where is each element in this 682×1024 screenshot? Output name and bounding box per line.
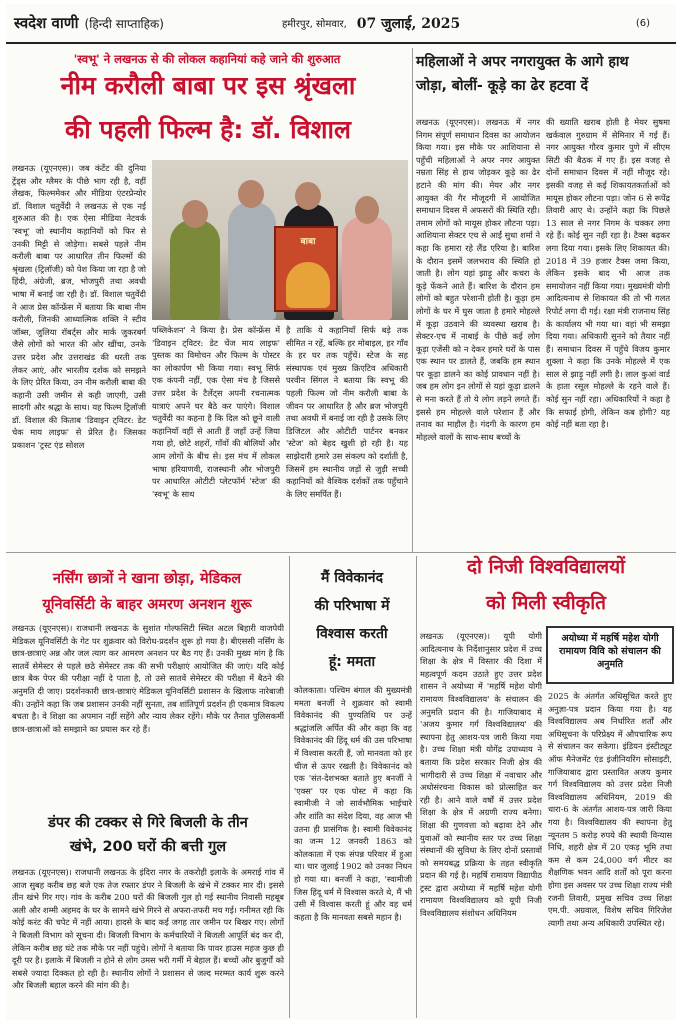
press-conference-photo: [152, 160, 408, 320]
newspaper-page: [6, 4, 676, 1020]
story1-title-line1: नीम करौली बाबा पर इस श्रृंखला: [60, 71, 356, 100]
story1-column3: है ताकि ये कहानियाँ सिर्फ बड़े तक सीमित न रहें, बल्कि हर मोबाइल, हर गाँव के हर घर तक पहुँचें। स्टेज के सह संस्थापक एवं मुख्य क्रिएटिव अधिकारी परवीन सिंगल ने बताया कि स्वभू की पहली फिल्म जो नीम करौली बाबा के जीवन पर आधारित है और ब्रज भोजपुरी तथा अवधी में बनाई जा रही है उसके लिए डिजिटल और ओटीटी पार्टनर बनकर 'स्टेज' को बेहद खुशी हो रही है। यह साझेदारी हमारे उस संकल्प को दर्शाती है, जिसमें हम स्थानीय जड़ों से जुड़ी सच्ची कहानियों को वैश्विक दर्शकों तक पहुँचाने के लिए समर्पित हैं।: [286, 325, 408, 499]
story6-highlight-box: [546, 626, 674, 684]
film-poster: [274, 226, 338, 312]
page-number: (6): [635, 17, 650, 29]
story3-title-line1: नर्सिंग छात्रों ने खाना छोड़ा, मेडिकल: [52, 571, 242, 587]
story5-body: कोलकाता। पश्चिम बंगाल की मुख्यमंत्री ममता बनर्जी ने शुक्रवार को स्वामी विवेकानंद की पुण्यतिथि पर उन्हें श्रद्धांजलि अर्पित की और कहा कि वह विवेकानंद की हिंदू धर्म की उस परिभाषा में विश्वास करती हैं, जो मानवता को हर चीज से ऊपर रखती है। विवेकानंद को एक 'संत-देशभक्त बताते हुए बनर्जी ने 'एक्स' पर एक पोस्ट में कहा कि स्वामीजी ने जो सार्वभौमिक भाईचारे और शांति का संदेश दिया, वह आज भी उतना ही प्रासंगिक है। स्वामी विवेकानंद का जन्म 12 जनवरी 1863 को कोलकाता में एक संपन्न परिवार में हुआ था। चार जुलाई 1902 को उनका निधन हो गया था। बनर्जी ने कहा, 'स्वामीजी जिस हिंदू धर्म में विश्वास करते थे, मैं भी उसी में विश्वास करती हूं और वह धर्म कहता है कि मानवता सबसे महान है।: [294, 685, 412, 922]
story1-column1: लखनऊ (यूएनएस)। जब कंटेंट की दुनिया ट्रेंड्स और ग्लैमर के पीछे भाग रही है, वहीं लेखक, फिल्ममेकर और मीडिया एंटरप्रेन्योर डॉ. विशाल चतुर्वेदी ने लखनऊ से एक नई शुरुआत की है। एक ऐसा मीडिया नेटवर्क 'स्वभू' जो स्थानीय कहानियों को फिर से उनकी मिट्टी से जोड़ेगा। सबसे पहले नीम करौली बाबा पर आधारित तीन फिल्मों की श्रृंखला (ट्रिलॉजी) को पेश किया जा रहा है जो हिंदी, अंग्रेजी, ब्रज, भोजपुरी तथा अवधी भाषा में बनाई जा रही है। डॉ. विशाल चतुर्वेदी ने आज प्रेस कॉन्फ्रेंस में बताया कि बाबा नीम करौली, जिनकी आध्यात्मिक शक्ति ने स्टीव जॉब्स, जुलिया रॉबर्ट्स और मार्क जुकरबर्ग जैसे लोगों को भारत की ओर खींचा, उनके उत्तर प्रदेश और उत्तराखंड की धरती तक लेकर आएं, और भारतीय दर्शक को समझने के लिए प्रेरित किया, उन नीम करौली बाबा की कहानी उसी जमीन से कही जाएगी, उसी सादगी और श्रद्धा के साथ। यह फिल्म ट्रिलॉजी डॉ. विशाल की किताब 'डिवाइन ट्विटर: डेट चेक माय लाइफ' से प्रेरित है। जिसका प्रकाशन 'ट्रस्ट एंड सोशल: [12, 163, 146, 451]
story5-title-line4: हूं: ममता: [328, 654, 376, 670]
story3-body: लखनऊ (यूएनएस)। राजधानी लखनऊ के सुशांत गोल्फसिटी स्थित अटल बिहारी वाजपेयी मेडिकल यूनिवर्सिटी के गेट पर शुक्रवार को विरोध-प्रदर्शन शुरू हो गया है। बीएससी नर्सिंग के छात्र-छात्राएं अन्न और जल त्याग कर आमरण अनशन पर बैठ गए हैं। उनकी मुख्य मांग है कि सातवें सेमेस्टर से पहले छठे सेमेस्टर तक की सभी परीक्षाएं आयोजित की जाएं। यदि कोई छात्र बैक पेपर की परीक्षा नहीं दे पाता है, तो उसे सातवें सेमेस्टर की परीक्षा में बैठने की अनुमति दी जाए। प्रदर्शनकारी छात्र-छात्राएं मेडिकल यूनिवर्सिटी प्रशासन के खिलाफ नारेबाजी की। उन्होंने कहा कि जब प्रशासन उनकी नहीं सुनता, तब शांतिपूर्ण प्रदर्शन ही एकमात्र विकल्प बचता है। वे शिक्षा का अपमान नहीं सहेंगे और न्याय लेकर रहेंगे। मौके पर तैनात पुलिसकर्मी छात्र-छात्राओं को समझाने का प्रयास कर रहे हैं।: [12, 623, 284, 734]
story6-title-line2: को मिली स्वीकृति: [485, 592, 607, 614]
story1-title-line2: की पहली फिल्म है: डॉ. विशाल: [65, 115, 351, 144]
story4-title-line1: डंपर की टक्कर से गिरे बिजली के तीन: [48, 815, 248, 831]
story5-title-line3: विश्वास करती: [316, 626, 388, 642]
story4-title-line2: खंभे, 200 घरों की बत्ती गुल: [69, 839, 227, 855]
masthead: [6, 4, 676, 44]
story5-title-line1: मैं विवेकानंद: [320, 570, 384, 586]
story6-column1: लखनऊ (यूएनएस)। यूपी योगी आदित्यनाथ के निर्देशानुसार प्रदेश में उच्च शिक्षा के क्षेत्र में विस्तार की दिशा में महत्वपूर्ण कदम उठाते हुए उत्तर प्रदेश शासन ने अयोध्या में 'महर्षि महेश योगी रामायण विश्वविद्यालय' के संचालन की अनुमति प्रदान की है। गाजियाबाद में 'अजय कुमार गर्ग विश्वविद्यालय' की स्थापना हेतु आशय-पत्र जारी किया गया है। उच्च शिक्षा मंत्री योगेंद्र उपाध्याय ने बताया कि प्रदेश सरकार निजी क्षेत्र की भागीदारी से उच्च शिक्षा में नवाचार और अधोसंरचना विकास को प्रोत्साहित कर रही है। आने वाले वर्षों में उत्तर प्रदेश शिक्षा के क्षेत्र में अग्रणी राज्य बनेगा। शिक्षा की गुणवत्ता को बढ़ावा देने और युवाओं को स्थानीय स्तर पर उच्च शिक्षा संस्थानों की सुविधा के लिए दोनों प्रस्तावों को समयबद्ध प्रक्रिया के तहत स्वीकृति प्रदान की गई है। महर्षि रामायण विद्यापीठ ट्रस्ट द्वारा अयोध्या में महर्षि महेश योगी रामायण विश्वविद्यालय को यूपी निजी विश्वविद्यालय संशोधन अधिनियम: [420, 631, 542, 919]
story6-column2: 2025 के अंतर्गत अधिसूचित करते हुए अनुज्ञा-पत्र प्रदान किया गया है। यह विश्वविद्यालय अब निर्धारित शर्तों और अधिसूचना के परिप्रेक्ष्य में औपचारिक रूप से संचालन कर सकेगा। इंडियन इंस्टीट्यूट ऑफ मैनेजमेंट एंड इंजीनियरिंग सोसाइटी, गाजियाबाद द्वारा प्रस्तावित अजय कुमार गर्ग विश्वविद्यालय को उत्तर प्रदेश निजी विश्वविद्यालय अधिनियम, 2019 की धारा-6 के अंतर्गत आशय-पत्र जारी किया गया है। विश्वविद्यालय की स्थापना हेतु न्यूनतम 5 करोड़ रुपये की स्थायी विन्यास निधि, शहरी क्षेत्र में 20 एकड़ भूमि तथा कम से कम 24,000 वर्ग मीटर का शैक्षणिक भवन आदि शर्तों को पूरा करना होगा इस अवसर पर उच्च शिक्षा राज्य मंत्री रजनी तिवारी, प्रमुख सचिव उच्च शिक्षा एम.पी. अग्रवाल, विशेष सचिव गिरिजेश त्यागी तथा अन्य अधिकारी उपस्थित रहे।: [548, 691, 672, 928]
masthead-place-day: हमीरपुर, सोमवार,: [281, 19, 347, 30]
story5-title-line2: की परिभाषा में: [314, 598, 390, 614]
story2-column2: की ख्याति खराब होती है मेयर सुषमा खर्कवाल गुरुग्राम में सेमिनार में गई हैं। नगर आयुक्त गौरव कुमार पुणे में सीएम सिटी की बैठक में गए हैं। इस वजह से दोनों समाधान दिवस में नहीं मौजूद रहे। इसकी वजह से कई शिकायतकर्ताओं को मायूस होकर लौटना पड़ा। जोन 6 से रूपेंद्र तिवारी आए थे। उन्होंने कहा कि पिछले 13 साल से नगर निगम के चक्कर लगा रहे हैं। कोई सुन नहीं रहा है। टैक्स बढ़कर लगा दिया गया। इसके लिए शिकायत की। 2018 में 39 हजार टैक्स जमा किया, लेकिन इसके बाद भी आज तक समायोजन नहीं किया गया। मुख्यमंत्री योगी आदित्यनाथ से शिकायत की तो भी गलत रिपोर्ट लगा दी गई। रक्षा मंत्री राजनाथ सिंह के कार्यालय भी गया था। वहां भी समझा दिया गया। अधिकारी सुनने को तैयार नहीं हैं। समाधान दिवस में पहुँचे विजय कुमार शुक्ला ने कहा कि उनके मोहल्ले में एक साल से झाड़ू नहीं लगी है। लाल कुआं वार्ड के हाता रसूल मोहल्ले के रहने वाले हैं। कोई सुन नहीं रहा। अधिकारियों ने कहा है कि सफाई होगी, लेकिन कब होगी? यह कोई नहीं बता रहा है।: [546, 117, 670, 430]
column-divider: [416, 556, 417, 1018]
poster-title: बाबा: [300, 237, 316, 247]
masthead-date: 07 जुलाई, 2025: [356, 15, 461, 32]
column-divider: [289, 556, 290, 1018]
story1-kicker: 'स्वभू' ने लखनऊ से की लोकल कहानियां कहे जाने की शुरुआत: [73, 52, 341, 66]
section-divider: [6, 552, 676, 553]
story3-title-line2: यूनिवर्सिटी के बाहर अमरण अनशन शुरू: [42, 597, 252, 613]
story6-title-line1: दो निजी विश्वविद्यालयों: [466, 556, 626, 578]
story2-column1: लखनऊ (यूएनएस)। लखनऊ में नगर निगम संपूर्ण समाधान दिवस का आयोजन किया गया। इस मौके पर आशियाना से पहुँची महिलाओं ने अपर नगर आयुक्त नम्रता सिंह से हाथ जोड़कर कूड़े का ढेर हटाने की मांग की। मेयर और नगर आयुक्त की गैर मौजूदगी में आयोजित समाधान दिवस में अफसरों की स्थिति रही। तमाम लोगों को मायूस होकर लौटना पड़ा। आशियाना सेक्टर एच से आईं सुधा शर्मा ने कहा कि हमारा रहे लैंड एरिया है। बारिश के दौरान इसमें जलभराव की स्थिति हो जाती है। लोग यहां झाड़ू और कचरा के कूड़े फेंकने आते हैं। बारिश के दौरान हम लोगों को बहुत परेशानी होती है। कूड़ा हम लोगों के घर में घुस जाता है हमारे मोहल्ले में कूड़ा उठवाने की व्यवस्था खराब है। सेक्टर-एच में नाबाई के पीछे कई लोग कूड़ा एजेंसी को न देकर हमारे घरों के पास एक स्थान पर डालते हैं, जबकि हम स्थान पर कूड़ा डालने का कोई प्रावधान नहीं है। जब हम लोग इन लोगों से यहां कूड़ा डालने से मना करते हैं तो ये लोग लड़ने लगते हैं। इससे हम मोहल्ले वाले परेशान हैं और तनाव का माहौल है। गंदगी के कारण हम मोहल्ले वालों के साथ-साथ बच्चों के: [416, 117, 540, 442]
masthead-logo: स्वदेश वाणी: [14, 14, 79, 32]
story2-title-line1: महिलाओं ने अपर नगरायुक्त के आगे हाथ: [416, 54, 629, 70]
story2-title-line2: जोड़ा, बोलीं- कूड़े का ढेर हटवा दें: [416, 78, 589, 94]
masthead-subtitle: (हिन्दी साप्ताहिक): [84, 16, 164, 31]
story1-column2: पब्लिकेशन' ने किया है। प्रेस कॉन्फ्रेंस में 'डिवाइन ट्विटर: डेट चेंज माय लाइफ' पुस्तक का विमोचन और फिल्म के पोस्टर का लोकार्पण भी किया गया। स्वभू सिर्फ एक कंपनी नहीं, एक ऐसा मंच है जिससे उत्तर प्रदेश के टैलेंट्स अपनी रचनात्मक यात्राएं अपने घर बैठे कर पाएंगे। विशाल चतुर्वेदी का कहना है कि दिल को छूने वाली कहानियाँ वहीं से आती हैं जहाँ उन्हें जिया गया हो, छोटे शहरों, गाँवों की बोलियों और आम लोगों के बीच से। इस मंच में लोकल भाषा हरियाणवी, राजस्थानी और भोजपुरी पर आधारित ओटीटी प्लेटफॉर्म 'स्टेज' की 'स्वभू' के साथ: [152, 325, 280, 499]
story4-body: लखनऊ (यूएनएस)। राजधानी लखनऊ के इंदिरा नगर के तकरोही इलाके के अमराई गांव में आज सुबह करीब छह बजे एक तेज रफ्तार डंपर ने बिजली के खंभे में टक्कर मार दी। इससे तीन खंभे गिर गए। गांव के करीब 200 घरों की बिजली गुल हो गई स्थानीय निवासी महबूब अली और शम्मी अहमद के घर के सामने खंभे गिरने से अफरा-तफरी मच गई। गनीमत रही कि कोई करंट की चपेट में नहीं आया। हादसे के बाद कई जगह तार जमीन पर बिखर गए। लोगों ने बिजली विभाग को सूचना दी। बिजली विभाग के कर्मचारियों ने बिजली आपूर्ति बंद कर दी, लेकिन करीब छह घंटे तक मौके पर नहीं पहुंचे। लोगों ने बताया कि पावर हाउस महज कुछ ही दूरी पर है। इलाके में बिजली न होने से लोग उमस भरी गर्मी में बेहाल हैं। बच्चों और बुजुर्गों को सबसे ज्यादा दिक्कत हो रही है। स्थानीय लोगों ने प्रशासन से जल्द मरम्मत कार्य शुरू करने और बिजली बहाल करने की मांग की है।: [12, 867, 284, 991]
story6-box-text: अयोध्या में महर्षि महेश योगी रामायण विवि को संचालन की अनुमति: [559, 633, 661, 670]
column-divider: [412, 48, 413, 552]
